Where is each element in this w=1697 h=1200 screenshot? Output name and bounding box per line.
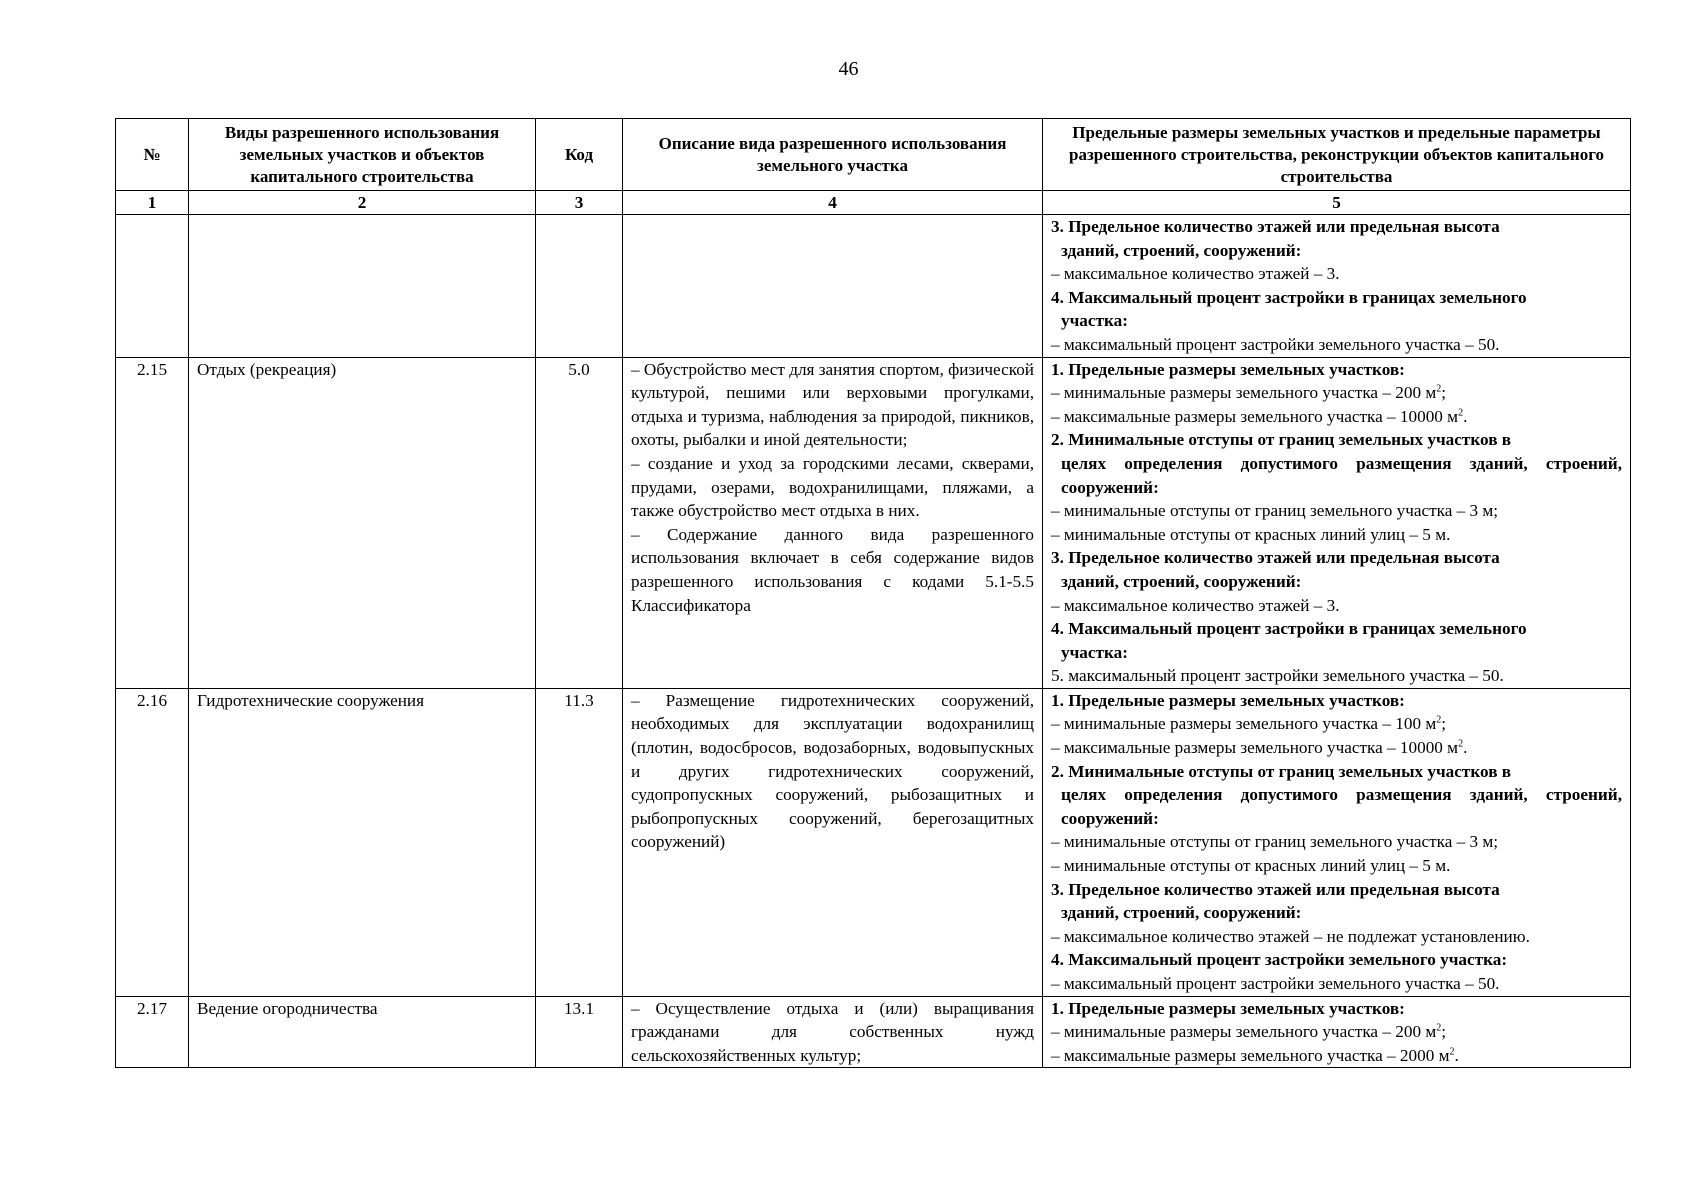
parameter-line-text: – минимальные размеры земельного участка – 200 м (1051, 1022, 1437, 1042)
row-description (623, 215, 1043, 358)
description-paragraph: – создание и уход за городскими лесами, скверами, прудами, озерами, водохранилищами, пляжами, а также обустройство мест отдыха в них. (631, 453, 1034, 521)
row-number: 2.17 (116, 996, 189, 1068)
parameter-line (1051, 594, 1622, 618)
row-code (536, 215, 623, 358)
row-number (116, 215, 189, 358)
parameter-line (1051, 381, 1622, 405)
parameter-heading (1051, 428, 1622, 499)
table-row (116, 996, 1631, 1068)
parameter-line-suffix: ; (1441, 1022, 1446, 1042)
parameter-heading-text: 2. Минимальные отступы от границ земельных участков в (1051, 761, 1512, 781)
regulations-table (115, 118, 1631, 1068)
row-use-type: Отдых (рекреация) (189, 357, 536, 688)
parameter-line (1051, 830, 1622, 854)
description-paragraph: – Размещение гидротехнических сооружений, необходимых для эксплуатации водохранилищ (плотин, водосбросов, водозаборных, водовыпускных и других гидротехнических сооружений, судопропускных сооружений, рыбозащитных и рыбопропускных сооружений, берегозащитных сооружений) (631, 690, 1034, 852)
column-number: 3 (536, 191, 623, 215)
row-use-type: Гидротехнические сооружения (189, 688, 536, 996)
header-row (116, 119, 1631, 191)
superscript: 2 (1458, 407, 1464, 419)
parameter-line-text: – максимальный процент застройки земельного участка – 50. (1051, 334, 1500, 354)
superscript: 2 (1436, 714, 1442, 726)
parameter-line-text: 5. максимальный процент застройки земельного участка – 50. (1051, 666, 1504, 686)
column-number: 1 (116, 191, 189, 215)
page-number: 46 (838, 58, 859, 80)
table-row (116, 357, 1631, 688)
parameter-line-text: – минимальные отступы от границ земельного участка – 3 м; (1051, 832, 1499, 852)
parameter-line-text: – минимальные отступы от красных линий улиц – 5 м. (1051, 524, 1451, 544)
header-code: Код (536, 119, 623, 191)
parameter-line (1051, 523, 1622, 547)
row-parameters (1043, 215, 1631, 358)
row-parameters (1043, 996, 1631, 1068)
table-row (116, 215, 1631, 358)
parameter-heading (1051, 617, 1622, 664)
parameter-heading-text: 3. Предельное количество этажей или предельная высота (1051, 548, 1500, 568)
row-code: 13.1 (536, 996, 623, 1068)
parameter-line (1051, 1020, 1622, 1044)
parameter-line (1051, 736, 1622, 760)
parameter-heading (1051, 215, 1622, 262)
parameter-line (1051, 664, 1622, 688)
header-parameters: Предельные размеры земельных участков и предельные параметры разрешенного строительства, реконструкции объектов капитального строительства (1043, 119, 1631, 191)
parameter-line (1051, 333, 1622, 357)
parameter-heading-continuation: целях определения допустимого размещения зданий, строений, сооружений: (1061, 453, 1622, 497)
parameter-line (1051, 854, 1622, 878)
row-number: 2.16 (116, 688, 189, 996)
parameter-line-text: – максимальный процент застройки земельного участка – 50. (1051, 974, 1500, 993)
parameter-line (1051, 262, 1622, 286)
parameter-line (1051, 712, 1622, 736)
superscript: 2 (1458, 738, 1464, 750)
header-description: Описание вида разрешенного использования земельного участка (623, 119, 1043, 191)
parameter-heading-text: 4. Максимальный процент застройки в границах земельного (1051, 287, 1527, 307)
superscript: 2 (1436, 1022, 1442, 1034)
parameter-heading (1051, 760, 1622, 831)
row-code: 11.3 (536, 688, 623, 996)
header-use-type: Виды разрешенного использования земельных участков и объектов капитального строительства (189, 119, 536, 191)
table-row (116, 688, 1631, 996)
parameter-heading-continuation: зданий, строений, сооружений: (1061, 571, 1302, 591)
parameter-line-suffix: . (1454, 1045, 1459, 1065)
row-code: 5.0 (536, 357, 623, 688)
parameter-line-suffix: . (1463, 738, 1468, 758)
parameter-heading-text: 1. Предельные размеры земельных участков: (1051, 690, 1405, 710)
parameter-heading-continuation: целях определения допустимого размещения зданий, строений, сооружений: (1061, 785, 1622, 828)
description-paragraph: – Осуществление отдыха и (или) выращивания гражданами для собственных нужд сельскохозяйственных культур; (631, 998, 1034, 1065)
parameter-heading (1051, 689, 1622, 713)
parameter-line-text: – максимальные размеры земельного участка – 10000 м (1051, 406, 1459, 426)
row-description (623, 996, 1043, 1068)
parameter-line-text: – максимальное количество этажей – 3. (1051, 264, 1340, 284)
parameter-line-text: – максимальное количество этажей – 3. (1051, 595, 1340, 615)
header-number: № (116, 119, 189, 191)
row-parameters (1043, 357, 1631, 688)
parameter-heading (1051, 358, 1622, 382)
parameter-line-text: – максимальные размеры земельного участка – 10000 м (1051, 738, 1459, 758)
column-numbers-row (116, 191, 1631, 215)
superscript: 2 (1436, 383, 1442, 395)
parameter-line-text: – максимальное количество этажей – не подлежат установлению. (1051, 926, 1530, 946)
parameter-line (1051, 499, 1622, 523)
parameter-heading-continuation: зданий, строений, сооружений: (1061, 240, 1302, 260)
description-paragraph: – Содержание данного вида разрешенного использования включает в себя содержание видов разрешенного использования с кодами 5.1-5.5 Классификатора (631, 524, 1034, 615)
table-body (116, 215, 1631, 1068)
parameter-heading (1051, 546, 1622, 593)
parameter-line-text: – минимальные отступы от границ земельного участка – 3 м; (1051, 501, 1499, 521)
parameter-heading-text: 4. Максимальный процент застройки в границах земельного (1051, 619, 1527, 639)
parameter-heading-continuation: участка: (1061, 642, 1128, 662)
parameter-line-text: – максимальные размеры земельного участка – 2000 м (1051, 1045, 1450, 1065)
parameter-line-suffix: . (1463, 406, 1468, 426)
parameter-line-suffix: ; (1441, 714, 1446, 734)
parameter-line-text: – минимальные отступы от красных линий улиц – 5 м. (1051, 856, 1451, 876)
parameter-heading-continuation: участка: (1061, 311, 1128, 331)
parameter-line-text: – минимальные размеры земельного участка – 200 м (1051, 383, 1437, 403)
description-paragraph: – Обустройство мест для занятия спортом, физической культурой, пешими или верховыми прогулками, отдыха и туризма, наблюдения за природой, пикников, охоты, рыбалки и иной деятельности; (631, 359, 1034, 450)
parameter-heading (1051, 286, 1622, 333)
parameter-heading-continuation: зданий, строений, сооружений: (1061, 903, 1302, 923)
parameter-line (1051, 925, 1622, 949)
column-number: 5 (1043, 191, 1631, 215)
parameter-heading (1051, 997, 1622, 1021)
parameter-line (1051, 972, 1622, 996)
column-number: 4 (623, 191, 1043, 215)
parameter-line-text: – минимальные размеры земельного участка – 100 м (1051, 714, 1437, 734)
parameter-heading-text: 3. Предельное количество этажей или предельная высота (1051, 879, 1500, 899)
parameter-line (1051, 405, 1622, 429)
parameter-heading-text: 4. Максимальный процент застройки земельного участка: (1051, 950, 1508, 970)
parameter-heading-text: 3. Предельное количество этажей или предельная высота (1051, 217, 1500, 236)
row-description (623, 357, 1043, 688)
row-parameters (1043, 688, 1631, 996)
parameter-heading-text: 1. Предельные размеры земельных участков: (1051, 998, 1405, 1018)
parameter-heading (1051, 878, 1622, 925)
row-use-type (189, 215, 536, 358)
column-number: 2 (189, 191, 536, 215)
row-use-type: Ведение огородничества (189, 996, 536, 1068)
parameter-heading (1051, 948, 1622, 972)
row-description (623, 688, 1043, 996)
parameter-heading-text: 1. Предельные размеры земельных участков: (1051, 359, 1405, 379)
parameter-line (1051, 1044, 1622, 1068)
row-number: 2.15 (116, 357, 189, 688)
parameter-heading-text: 2. Минимальные отступы от границ земельных участков в (1051, 430, 1512, 450)
parameter-line-suffix: ; (1441, 383, 1446, 403)
superscript: 2 (1449, 1046, 1455, 1058)
